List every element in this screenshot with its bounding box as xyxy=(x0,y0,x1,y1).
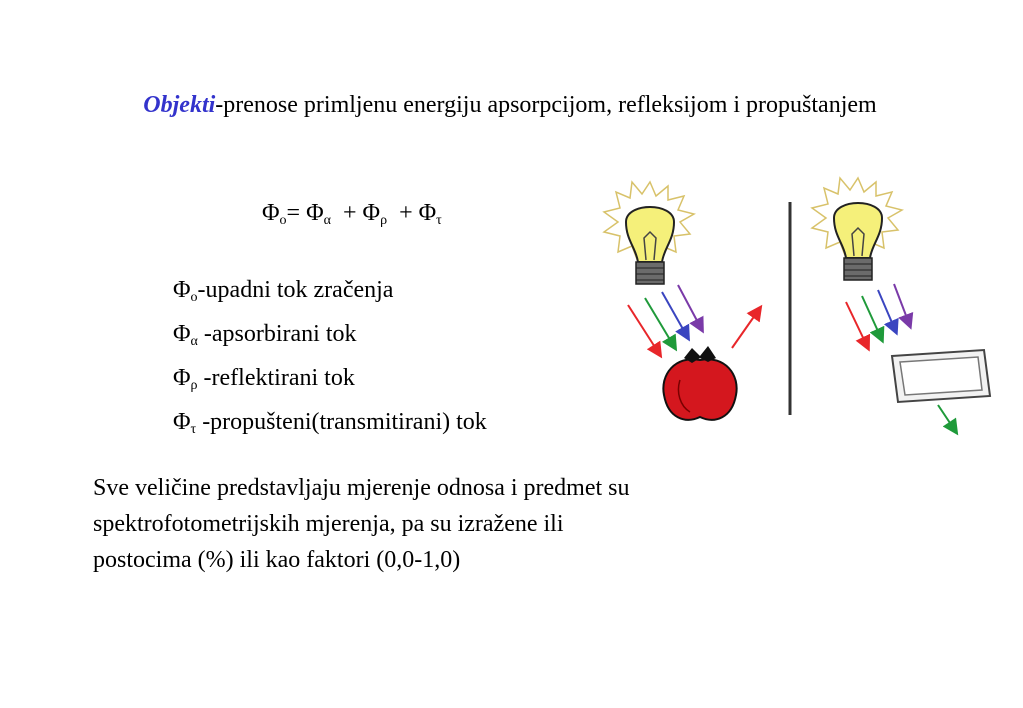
legend-subscript: o xyxy=(190,290,198,305)
phi-symbol: Φ xyxy=(262,200,280,226)
phi-symbol: Φ xyxy=(306,200,324,226)
absorption-reflection-illustration xyxy=(560,170,1010,450)
flux-equation xyxy=(262,200,442,229)
flux-legend xyxy=(173,272,555,448)
phi-symbol: Φ xyxy=(362,200,381,226)
subscript-o: o xyxy=(279,213,287,228)
legend-symbol: Φ xyxy=(173,409,191,435)
body-line: spektrofotometrijskih mjerenja, pa su izražene ili xyxy=(93,511,564,537)
body-paragraph xyxy=(93,470,813,578)
legend-subscript: α xyxy=(190,334,198,349)
legend-subscript: τ xyxy=(190,422,197,437)
legend-item-reflected xyxy=(173,360,555,404)
title-text: -prenose primljenu energiju apsorpcijom, refleksijom i propuštanjem xyxy=(215,92,877,118)
light-ray-arrow-icon xyxy=(628,285,760,355)
plus-sign: + xyxy=(342,200,363,226)
legend-text: -apsorbirani tok xyxy=(197,321,357,347)
legend-symbol: Φ xyxy=(173,321,191,347)
legend-text: -upadni tok zračenja xyxy=(197,277,394,303)
slide-title xyxy=(80,88,940,123)
light-bulb-icon xyxy=(812,178,902,280)
legend-item-incident xyxy=(173,272,555,316)
legend-subscript: ρ xyxy=(190,378,198,393)
legend-item-absorbed xyxy=(173,316,555,360)
legend-symbol: Φ xyxy=(173,277,191,303)
subscript-rho: ρ xyxy=(380,213,388,228)
body-line: postocima (%) ili kao faktori (0,0-1,0) xyxy=(93,547,461,573)
legend-text: -propušteni(transmitirani) tok xyxy=(196,409,487,435)
subscript-tau: τ xyxy=(436,213,442,228)
light-ray-arrow-icon xyxy=(846,284,910,348)
body-line: Sve veličine predstavljaju mjerenje odnosa i predmet su xyxy=(93,475,630,501)
light-bulb-icon xyxy=(604,182,694,284)
legend-symbol: Φ xyxy=(173,365,191,391)
light-ray-arrow-icon xyxy=(938,405,956,432)
legend-item-transmitted xyxy=(173,404,555,448)
glass-pane-icon xyxy=(892,350,990,402)
equals-sign: = xyxy=(286,200,307,226)
title-emphasis: Objekti xyxy=(143,92,216,118)
subscript-alpha: α xyxy=(323,213,331,228)
legend-text: -reflektirani tok xyxy=(197,365,355,391)
apple-icon xyxy=(663,346,736,420)
phi-symbol: Φ xyxy=(418,200,437,226)
plus-sign: + xyxy=(399,200,419,226)
